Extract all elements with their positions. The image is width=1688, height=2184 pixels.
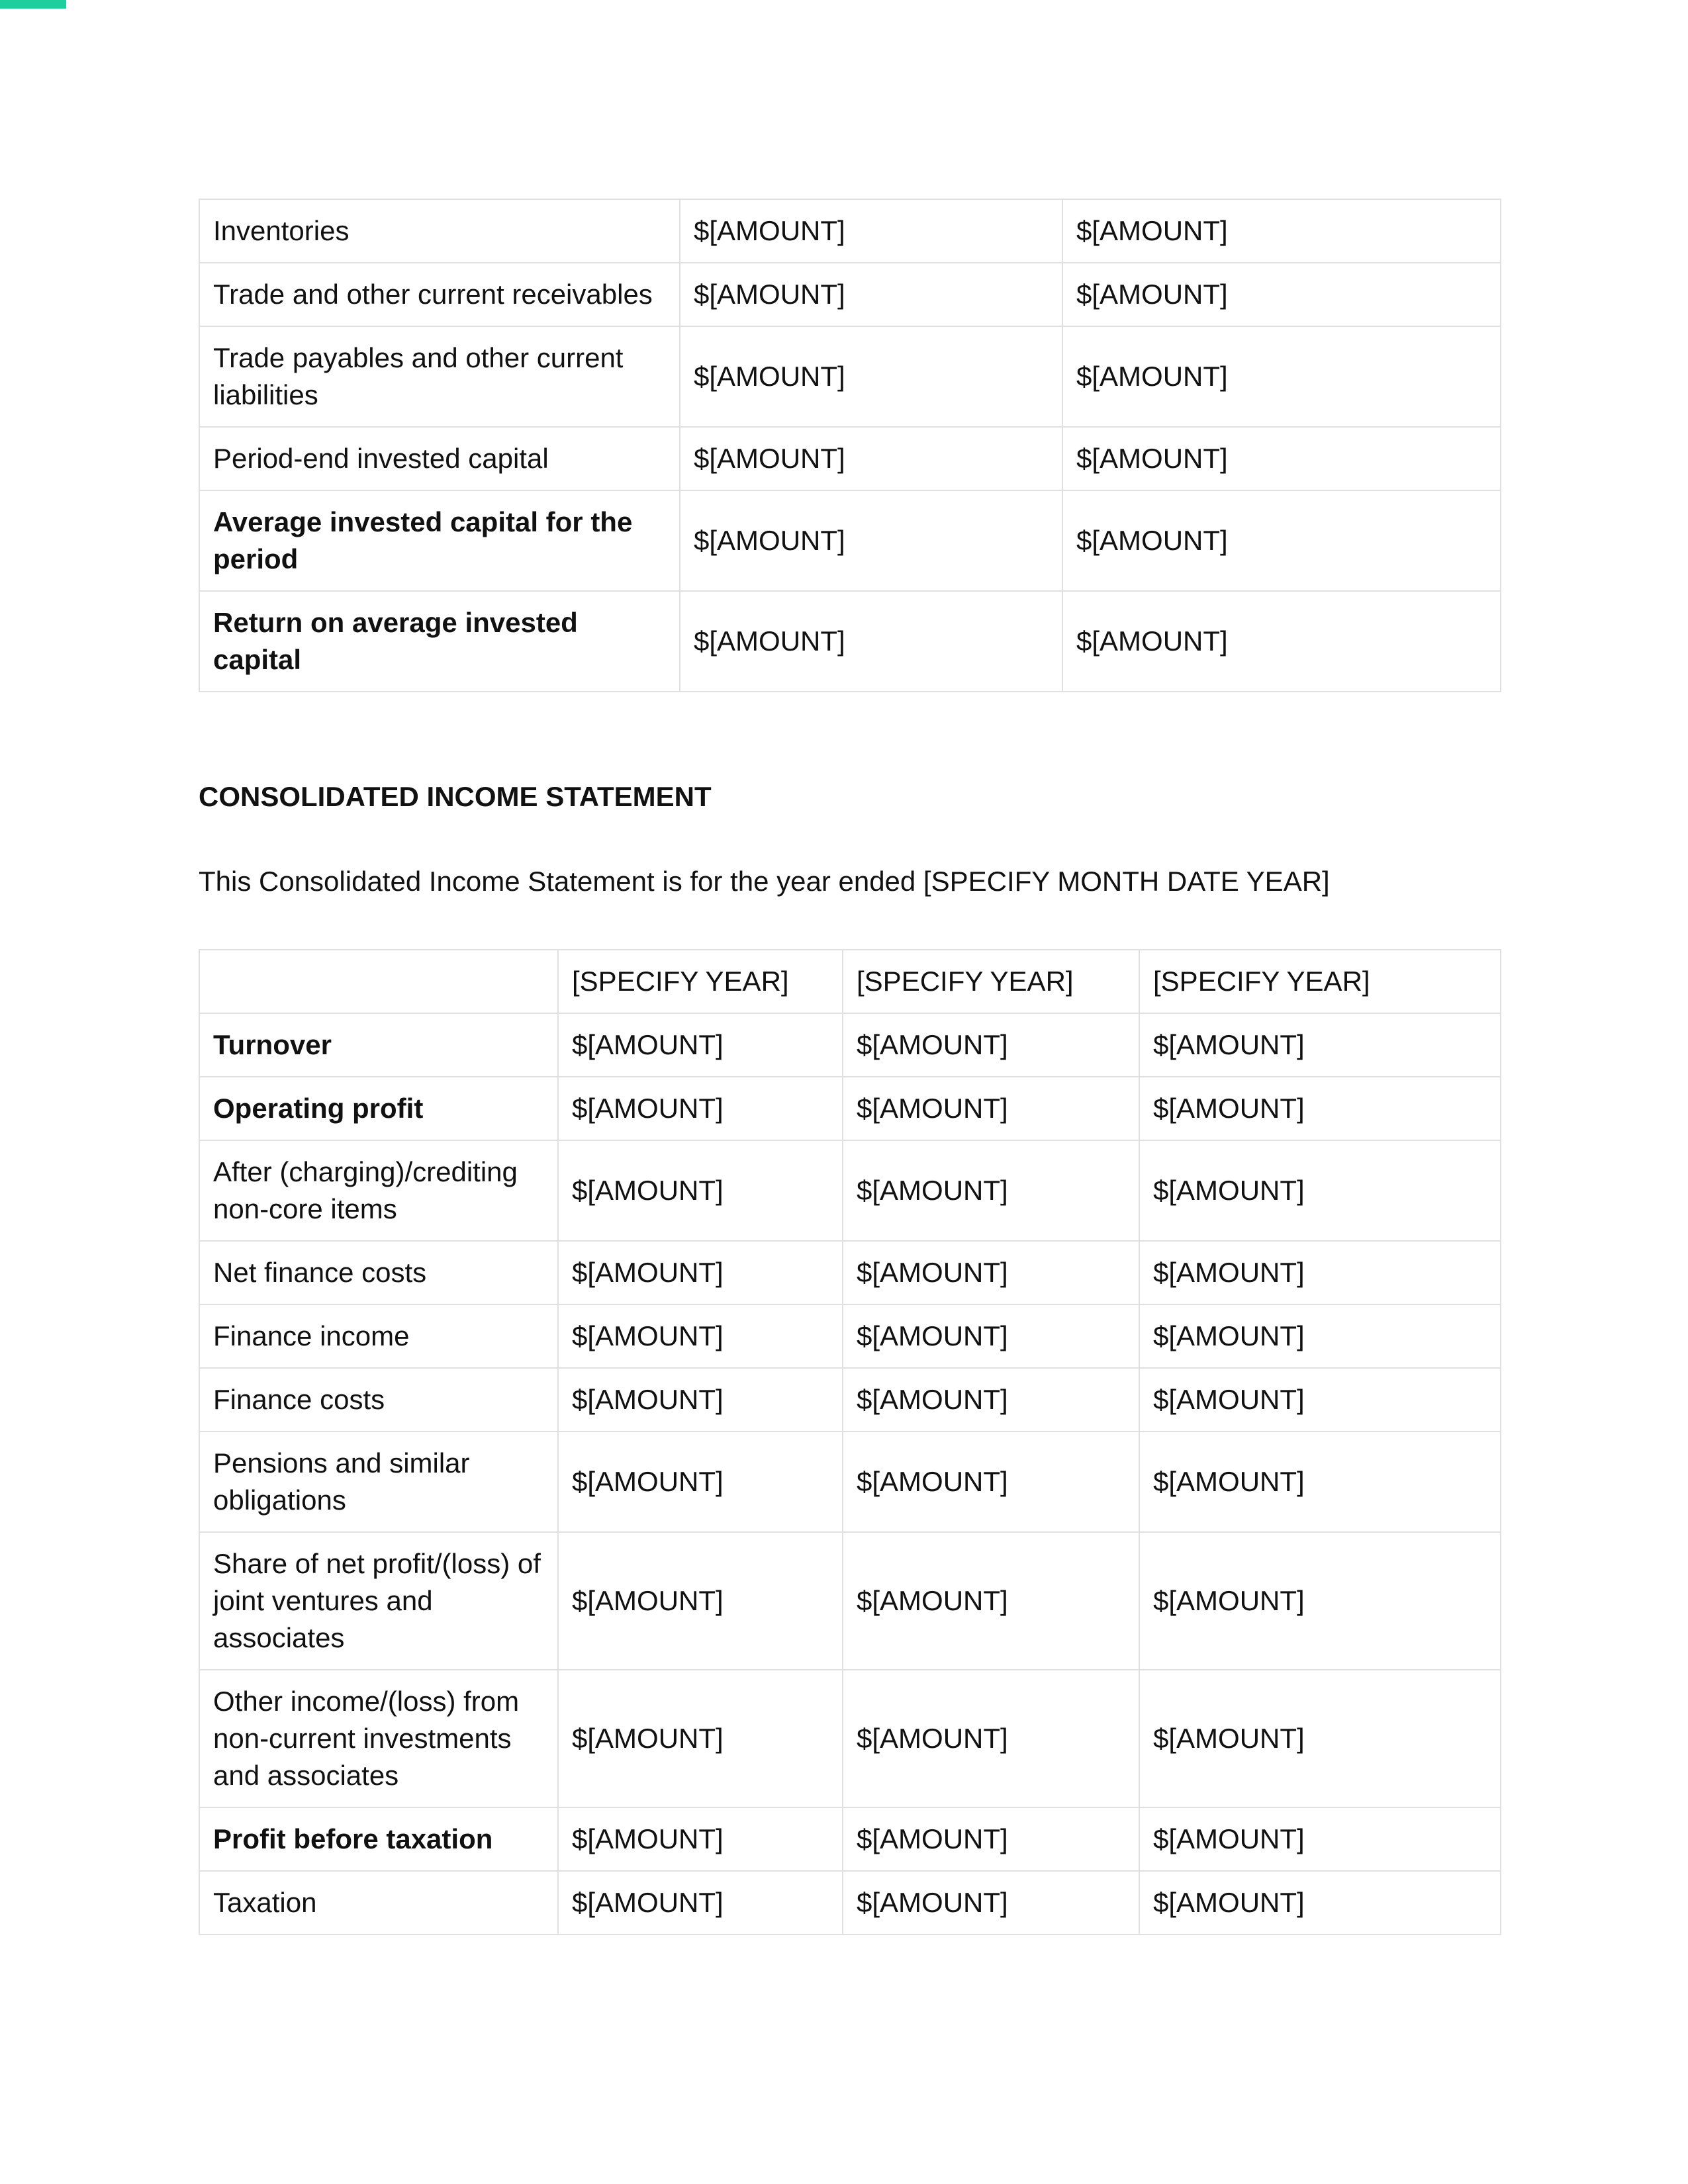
amount-cell: $[AMOUNT] — [558, 1807, 843, 1871]
document-body — [199, 199, 1500, 1935]
amount-cell: $[AMOUNT] — [1062, 263, 1501, 326]
amount-cell: $[AMOUNT] — [1139, 1304, 1501, 1368]
row-label: Turnover — [199, 1013, 558, 1077]
amount-cell: $[AMOUNT] — [1139, 1368, 1501, 1432]
amount-cell: $[AMOUNT] — [680, 427, 1062, 490]
amount-cell: $[AMOUNT] — [1139, 1140, 1501, 1241]
row-label: Return on average invested capital — [199, 591, 680, 692]
amount-cell: $[AMOUNT] — [843, 1368, 1139, 1432]
amount-cell: $[AMOUNT] — [558, 1368, 843, 1432]
table-row — [199, 1013, 1501, 1077]
amount-cell: $[AMOUNT] — [558, 1532, 843, 1670]
year-header-cell: [SPECIFY YEAR] — [558, 950, 843, 1013]
table-row — [199, 1241, 1501, 1304]
amount-cell: $[AMOUNT] — [843, 1871, 1139, 1934]
table-row — [199, 1807, 1501, 1871]
amount-cell: $[AMOUNT] — [558, 1871, 843, 1934]
amount-cell: $[AMOUNT] — [843, 1241, 1139, 1304]
year-header-cell: [SPECIFY YEAR] — [843, 950, 1139, 1013]
amount-cell: $[AMOUNT] — [1139, 1077, 1501, 1140]
amount-cell: $[AMOUNT] — [1139, 1670, 1501, 1807]
amount-cell: $[AMOUNT] — [1139, 1432, 1501, 1532]
amount-cell: $[AMOUNT] — [1139, 1013, 1501, 1077]
amount-cell: $[AMOUNT] — [680, 199, 1062, 263]
row-label: Inventories — [199, 199, 680, 263]
amount-cell: $[AMOUNT] — [558, 1241, 843, 1304]
amount-cell: $[AMOUNT] — [558, 1013, 843, 1077]
row-label: Share of net profit/(loss) of joint ventures and associates — [199, 1532, 558, 1670]
row-label: Period-end invested capital — [199, 427, 680, 490]
amount-cell: $[AMOUNT] — [680, 263, 1062, 326]
amount-cell: $[AMOUNT] — [1139, 1241, 1501, 1304]
year-header-cell: [SPECIFY YEAR] — [1139, 950, 1501, 1013]
amount-cell: $[AMOUNT] — [1139, 1807, 1501, 1871]
table-row — [199, 490, 1501, 591]
amount-cell: $[AMOUNT] — [843, 1077, 1139, 1140]
amount-cell: $[AMOUNT] — [1062, 490, 1501, 591]
table-row — [199, 1670, 1501, 1807]
amount-cell: $[AMOUNT] — [843, 1140, 1139, 1241]
table-row — [199, 1368, 1501, 1432]
invested-capital-table-body — [199, 199, 1501, 692]
income-statement-table-body — [199, 1013, 1501, 1934]
amount-cell: $[AMOUNT] — [1139, 1871, 1501, 1934]
table-row — [199, 326, 1501, 427]
row-label: Finance costs — [199, 1368, 558, 1432]
amount-cell: $[AMOUNT] — [558, 1432, 843, 1532]
row-label: Operating profit — [199, 1077, 558, 1140]
header-row — [199, 950, 1501, 1013]
table-row — [199, 1077, 1501, 1140]
row-label: Net finance costs — [199, 1241, 558, 1304]
row-label: Profit before taxation — [199, 1807, 558, 1871]
row-label: Finance income — [199, 1304, 558, 1368]
amount-cell: $[AMOUNT] — [558, 1304, 843, 1368]
amount-cell: $[AMOUNT] — [843, 1304, 1139, 1368]
table-row — [199, 1432, 1501, 1532]
amount-cell: $[AMOUNT] — [680, 326, 1062, 427]
row-label: Taxation — [199, 1871, 558, 1934]
amount-cell: $[AMOUNT] — [1062, 326, 1501, 427]
section-title: CONSOLIDATED INCOME STATEMENT — [199, 781, 712, 812]
amount-cell: $[AMOUNT] — [1062, 591, 1501, 692]
row-label: Trade and other current receivables — [199, 263, 680, 326]
table-row — [199, 591, 1501, 692]
amount-cell: $[AMOUNT] — [558, 1140, 843, 1241]
row-label: Trade payables and other current liabilities — [199, 326, 680, 427]
amount-cell: $[AMOUNT] — [1139, 1532, 1501, 1670]
table-row — [199, 199, 1501, 263]
amount-cell: $[AMOUNT] — [680, 490, 1062, 591]
row-label: Other income/(loss) from non-current investments and associates — [199, 1670, 558, 1807]
amount-cell: $[AMOUNT] — [1062, 199, 1501, 263]
amount-cell: $[AMOUNT] — [558, 1077, 843, 1140]
accent-bar — [0, 0, 66, 9]
table-row — [199, 1532, 1501, 1670]
table-row — [199, 263, 1501, 326]
invested-capital-table — [199, 199, 1501, 692]
row-label: Average invested capital for the period — [199, 490, 680, 591]
header-blank-cell — [199, 950, 558, 1013]
table-row — [199, 427, 1501, 490]
row-label: Pensions and similar obligations — [199, 1432, 558, 1532]
table-row — [199, 1140, 1501, 1241]
amount-cell: $[AMOUNT] — [843, 1432, 1139, 1532]
amount-cell: $[AMOUNT] — [843, 1532, 1139, 1670]
amount-cell: $[AMOUNT] — [1062, 427, 1501, 490]
amount-cell: $[AMOUNT] — [843, 1670, 1139, 1807]
table-row — [199, 1871, 1501, 1934]
income-statement-table — [199, 949, 1501, 1935]
income-statement-intro: This Consolidated Income Statement is for the year ended [SPECIFY MONTH DATE YEAR] — [199, 866, 1330, 897]
table-row — [199, 1304, 1501, 1368]
amount-cell: $[AMOUNT] — [843, 1013, 1139, 1077]
row-label: After (charging)/crediting non-core items — [199, 1140, 558, 1241]
amount-cell: $[AMOUNT] — [680, 591, 1062, 692]
income-statement-table-header — [199, 950, 1501, 1013]
amount-cell: $[AMOUNT] — [558, 1670, 843, 1807]
amount-cell: $[AMOUNT] — [843, 1807, 1139, 1871]
